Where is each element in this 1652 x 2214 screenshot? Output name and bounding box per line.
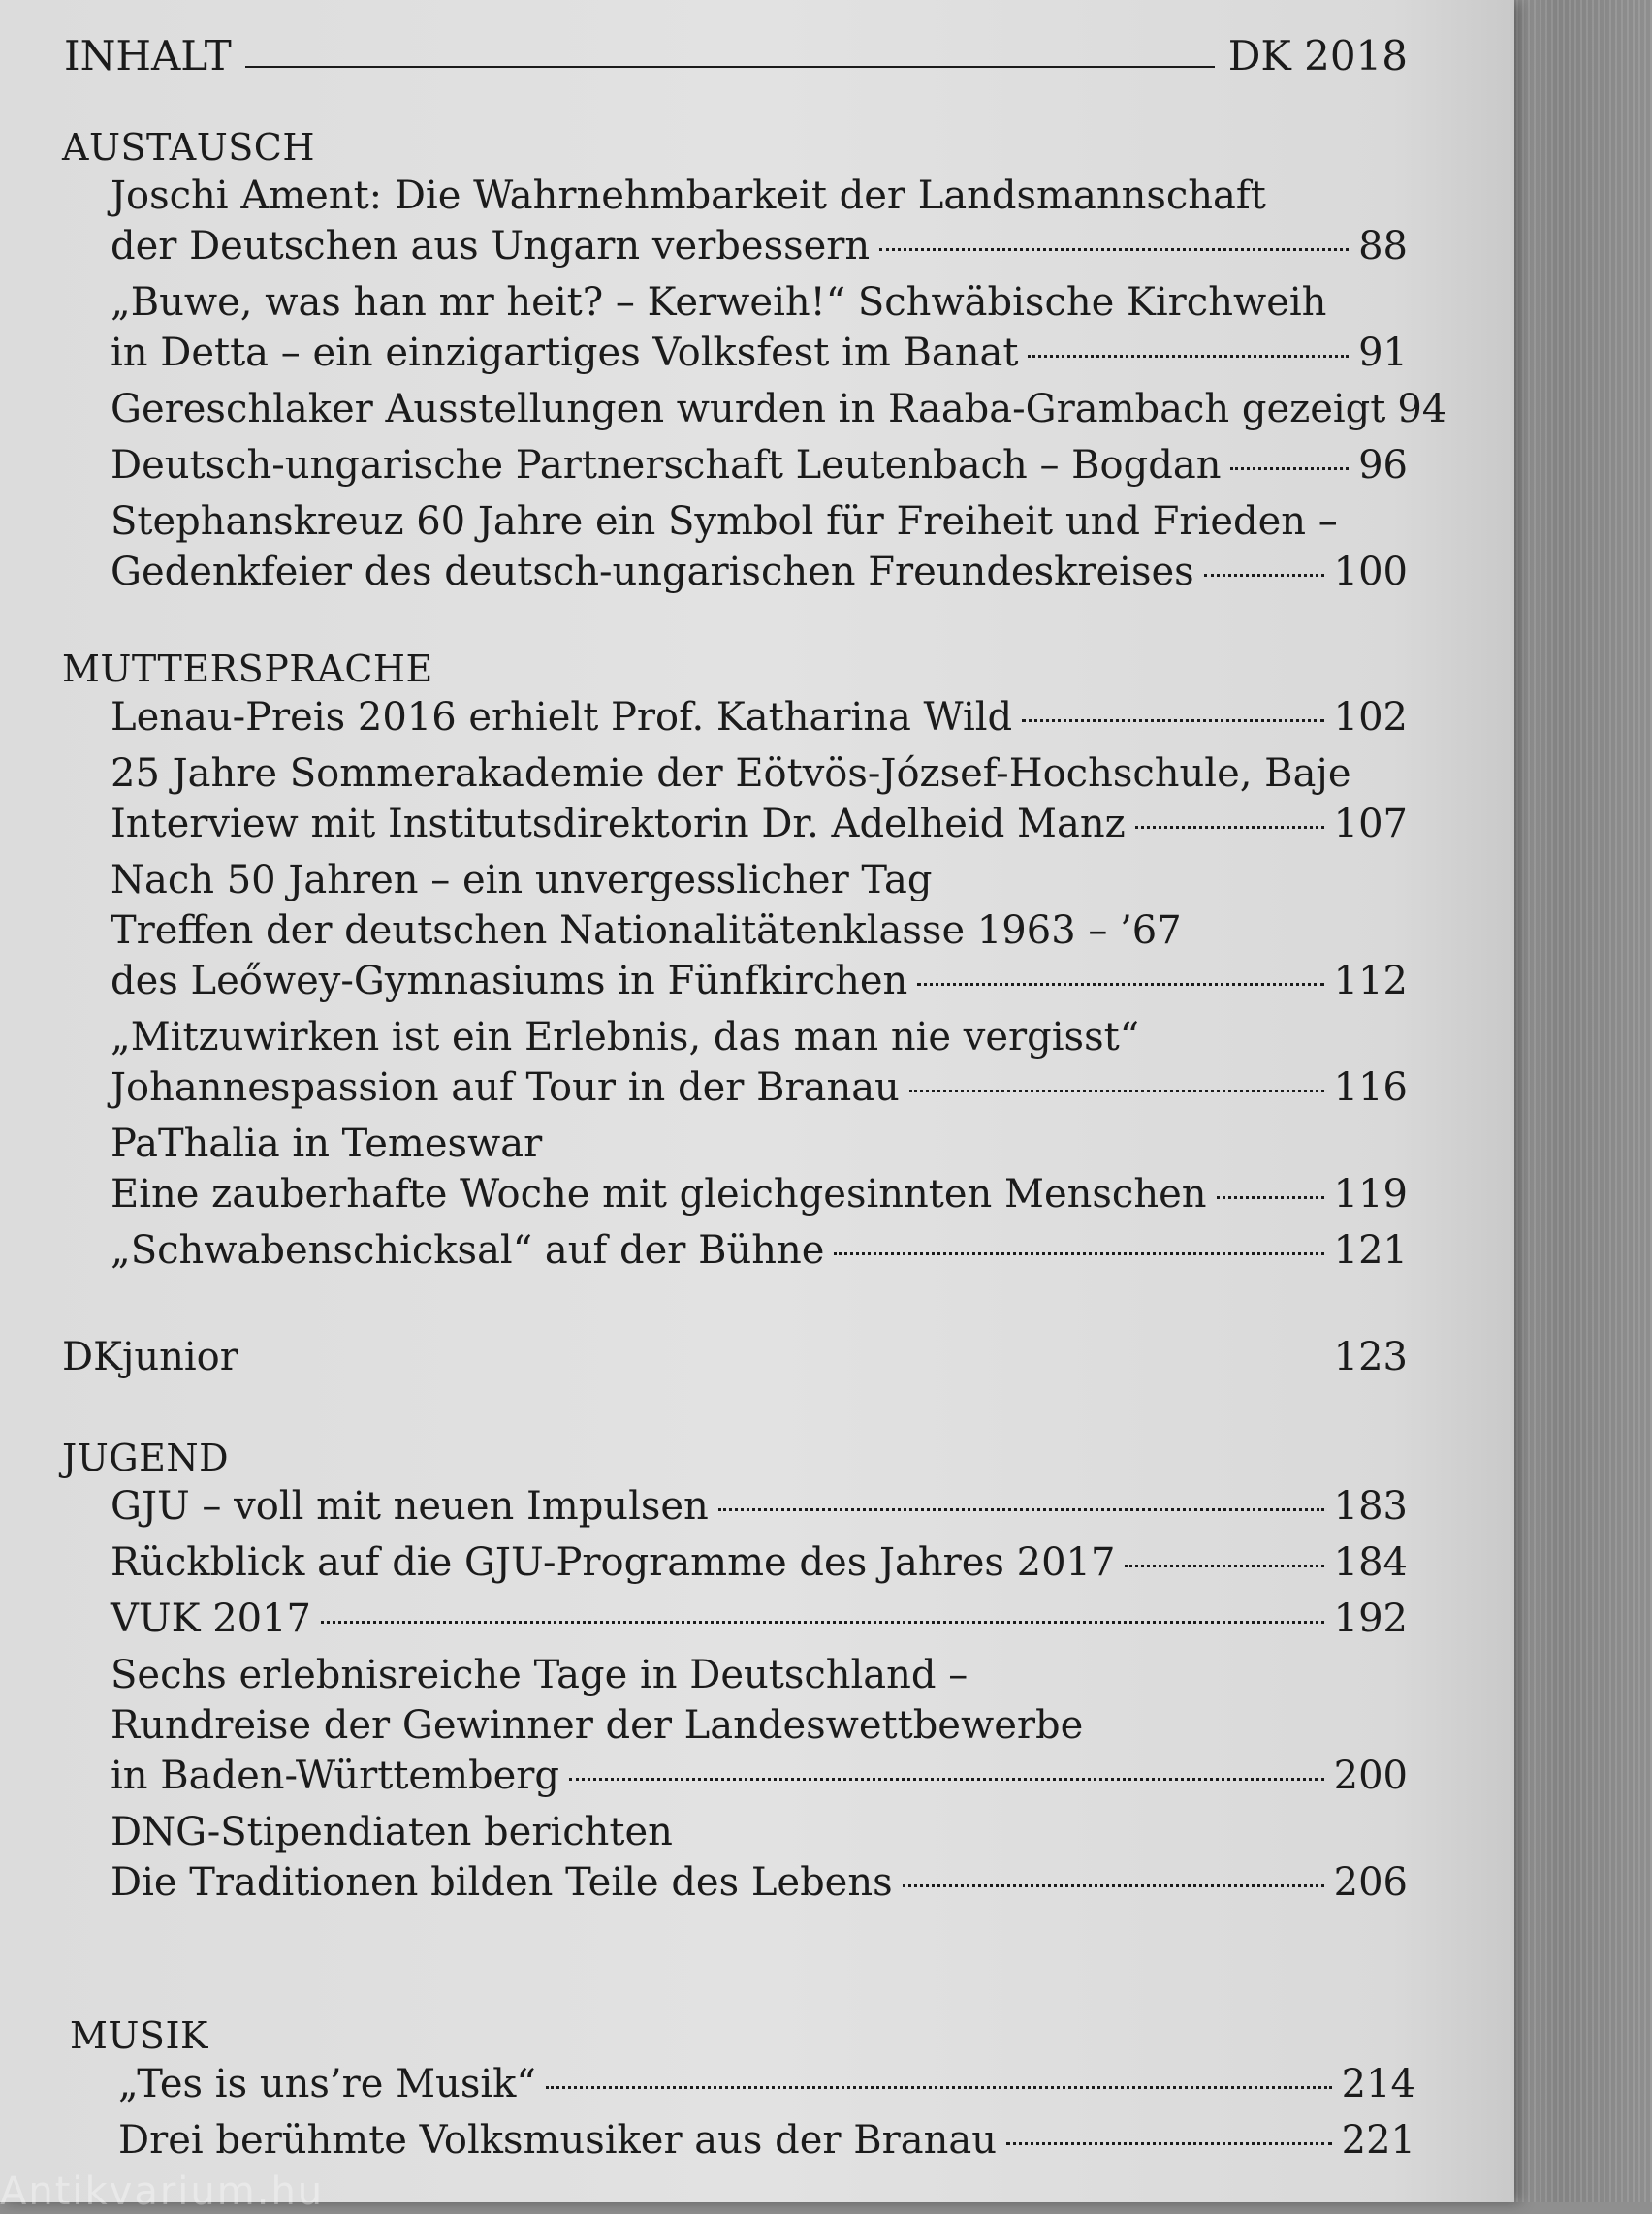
entry-title: Gereschlaker Ausstellungen wurden in Raaba-Grambach gezeigt [111,387,1386,431]
page-number: 192 [1333,1597,1408,1641]
entry-line [111,1700,1408,1751]
toc-entry [111,1225,1408,1276]
dot-leader [546,2086,1332,2089]
toc-entry [111,1650,1408,1801]
entry-line [118,2059,1415,2109]
entry-line [111,1537,1408,1588]
toc-entry [111,1537,1408,1588]
toc-entry [111,855,1408,1006]
toc-entry [111,171,1408,271]
entry-line [111,171,1408,221]
page-number: 112 [1333,959,1408,1003]
entry-line [111,1807,1408,1857]
section-musik [70,2012,1415,2166]
entry-line [111,440,1408,490]
entry-title: „Buwe, was han mr heit? – Kerweih!“ Schwäbische Kirchweih [111,280,1327,325]
entry-title: PaThalia in Temeswar [111,1122,543,1166]
page-number: 88 [1358,224,1408,269]
entry-title: des Leőwey-Gymnasiums in Fünfkirchen [111,959,908,1003]
page-number: 183 [1333,1484,1408,1529]
header-rule [245,66,1215,68]
entry-title: VUK 2017 [111,1597,311,1641]
page-number: 91 [1358,331,1408,375]
page-number: 121 [1333,1228,1408,1273]
dot-leader [321,1621,1324,1624]
page-number: 119 [1333,1172,1408,1217]
dot-leader [1204,574,1324,577]
toc-entry [111,1594,1408,1644]
toc-entry [111,440,1408,490]
page-number: 214 [1341,2062,1415,2106]
entry-line [118,2115,1415,2166]
section-title: MUTTERSPRACHE [62,648,433,690]
entry-title: in Detta – ein einzigartiges Volksfest im Banat [111,331,1019,375]
entry-title: Rückblick auf die GJU-Programme des Jahres 2017 [111,1540,1116,1585]
entry-title: Sechs erlebnisreiche Tage in Deutschland – [111,1653,969,1697]
entry-line [111,547,1408,597]
entry-title: Rundreise der Gewinner der Landeswettbewerbe [111,1703,1084,1748]
dot-leader [1022,719,1323,722]
page-number: 123 [1333,1335,1408,1379]
entry-title: Drei berühmte Volksmusiker aus der Branau [118,2118,997,2163]
entry-line [111,692,1408,743]
page-number: 100 [1333,550,1408,594]
dot-leader [1217,1196,1324,1199]
dot-leader [903,1884,1324,1887]
entry-title: Joschi Ament: Die Wahrnehmbarkeit der Landsmannschaft [111,174,1266,218]
toc-entry [111,277,1408,378]
entry-title: Deutsch-ungarische Partnerschaft Leutenbach – Bogdan [111,443,1222,488]
entry-title: Gedenkfeier des deutsch-ungarischen Freundeskreises [111,550,1194,594]
header-issue: DK 2018 [1227,32,1408,79]
entry-line [111,1225,1408,1276]
entry-line [111,1650,1408,1700]
entry-title: der Deutschen aus Ungarn verbessern [111,224,871,269]
section-dkjunior [62,1332,1408,1382]
dot-leader [1135,826,1324,829]
entry-line [111,1169,1408,1219]
dot-leader [569,1778,1324,1781]
toc-entry [111,748,1408,849]
entry-line [111,1594,1408,1644]
page-number: 184 [1333,1540,1408,1585]
section-title: MUSIK [70,2014,208,2057]
dot-leader [1028,355,1349,358]
entry-title: Die Traditionen bilden Teile des Lebens [111,1860,893,1905]
entry-title: Johannespassion auf Tour in der Branau [111,1065,900,1110]
entry-line [111,1857,1408,1908]
entry-title: „Schwabenschicksal“ auf der Bühne [111,1228,825,1273]
section-title: JUGEND [62,1437,230,1479]
entry-title: in Baden-Württemberg [111,1754,560,1798]
section-austausch [62,124,1447,597]
section-muttersprache [62,646,1408,1276]
toc-entry [111,1807,1408,1908]
page-number: 96 [1358,443,1408,488]
toc-entry [111,496,1408,597]
entry-title: Interview mit Institutsdirektorin Dr. Adelheid Manz [111,802,1126,846]
header-title: INHALT [64,32,232,79]
dot-leader [917,983,1323,986]
dot-leader [1230,467,1349,470]
entry-line [111,1062,1408,1113]
entry-line [111,748,1408,799]
entry-line [111,956,1408,1006]
entry-title: Stephanskreuz 60 Jahre ein Symbol für Freiheit und Frieden – [111,499,1338,544]
background-surface [1493,0,1652,2202]
toc-entry [118,2059,1415,2109]
toc-entry [118,2115,1415,2166]
dot-leader [834,1252,1323,1255]
entry-line [111,221,1408,271]
section-title: DKjunior [62,1335,238,1379]
page-number: 116 [1333,1065,1408,1110]
entry-line [111,328,1408,378]
entry-line [111,905,1408,956]
toc-entry [111,1119,1408,1219]
page-number: 94 [1397,387,1447,431]
dot-leader [1125,1565,1323,1567]
toc-entry [111,1481,1408,1532]
entry-line [111,1119,1408,1169]
section-jugend [62,1435,1408,1908]
toc-entry [111,692,1408,743]
entry-line [111,1012,1408,1062]
entry-line [111,496,1408,547]
entry-title: „Mitzuwirken ist ein Erlebnis, das man nie vergisst“ [111,1015,1140,1060]
dot-leader [879,248,1349,251]
page-number: 107 [1333,802,1408,846]
toc-entry [111,384,1447,434]
dot-leader [1006,2142,1332,2145]
entry-title: „Tes is uns’re Musik“ [118,2062,536,2106]
dot-leader [909,1090,1324,1092]
page-number: 221 [1341,2118,1415,2163]
entry-line [111,384,1447,434]
toc-entry [62,1332,1408,1382]
entry-title: Lenau-Preis 2016 erhielt Prof. Katharina Wild [111,695,1013,740]
entry-line [111,1481,1408,1532]
section-title: AUSTAUSCH [62,126,315,169]
entry-title: 25 Jahre Sommerakademie der Eötvös-József-Hochschule, Baje [111,751,1351,796]
entry-title: Treffen der deutschen Nationalitätenklasse 1963 – ’67 [111,908,1182,953]
page-header [64,25,1408,79]
dot-leader [718,1508,1324,1511]
entry-title: Nach 50 Jahren – ein unvergesslicher Tag [111,858,933,902]
entry-line [111,1751,1408,1801]
entry-title: DNG-Stipendiaten berichten [111,1810,673,1854]
entry-line [111,277,1408,328]
entry-line [111,855,1408,905]
page-number: 206 [1333,1860,1408,1905]
entry-line [111,799,1408,849]
toc-entry [111,1012,1408,1113]
watermark: Antikvarium.hu [0,2169,325,2214]
entry-title: Eine zauberhafte Woche mit gleichgesinnten Menschen [111,1172,1207,1217]
entry-title: GJU – voll mit neuen Impulsen [111,1484,709,1529]
page-number: 102 [1333,695,1408,740]
page-number: 200 [1333,1754,1408,1798]
